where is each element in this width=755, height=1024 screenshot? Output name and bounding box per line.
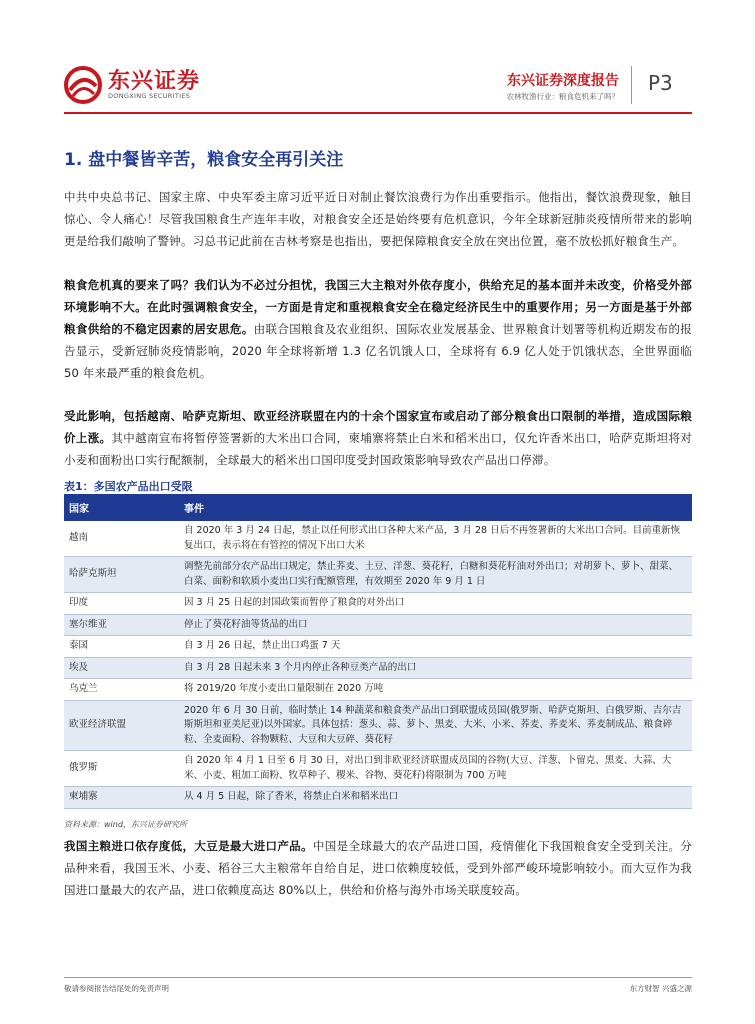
- report-title: 东兴证券深度报告: [507, 73, 619, 89]
- country-cell: 柬埔寨: [64, 787, 179, 809]
- event-cell: 2020 年 6 月 30 日前，临时禁止 14 种蔬菜和粮食类产品出口到联盟成员国(俄罗斯、哈萨克斯坦、白俄罗斯、吉尔吉斯斯坦和亚美尼亚)以外国家。具体包括：葱头、蒜、萝卜、黑麦、大米、小米、荞麦、荞麦米、荞麦制成品、粮食碎粒、全麦面粉、谷物颗粒、大豆和大豆碎、葵花籽: [179, 700, 692, 751]
- table-caption: 表1：多国农产品出口受限: [64, 480, 193, 493]
- country-cell: 泰国: [64, 636, 179, 658]
- paragraph-export-limits: [64, 405, 692, 471]
- logo-name-en: DONGXING SECURITIES: [108, 92, 191, 100]
- table-row: [64, 751, 692, 787]
- event-cell: 将 2019/20 年度小麦出口量限制在 2020 万吨: [179, 679, 692, 701]
- header-rule: [64, 112, 692, 114]
- country-cell: 塞尔维亚: [64, 614, 179, 636]
- paragraph-import-dependence-body: 中国是全球最大的农产品进口国，疫情催化下我国粮食安全受到关注。分品种来看，我国玉米、小麦、稻谷三大主粮常年自给自足，进口依赖度较低，受到外部严峻环境影响较小。而大豆作为我国进口量最大的农产品，进口依赖度高达 80%以上，供给和价格与海外市场关联度较高。: [64, 839, 692, 897]
- table-header-row: [64, 494, 692, 521]
- table-row: [64, 593, 692, 615]
- paragraph-import-dependence: [64, 835, 692, 901]
- header-divider: [631, 66, 632, 104]
- table-row: [64, 521, 692, 557]
- table-row: [64, 700, 692, 751]
- table-source: 资料来源：wind，东兴证券研究所: [64, 820, 187, 829]
- paragraph-food-crisis-body: 由联合国粮食及农业组织、国际农业发展基金、世界粮食计划署等机构近期发布的报告显示，受新冠肺炎疫情影响，2020 年全球将新增 1.3 亿名饥饿人口，全球将有 6.9 亿人处于饥饿状态，全世界面临 50 年来最严重的粮食危机。: [64, 322, 692, 380]
- page-number: P3: [648, 71, 673, 95]
- country-cell: 俄罗斯: [64, 751, 179, 787]
- report-subtitle: 农林牧渔行业：粮食危机来了吗？: [506, 92, 619, 101]
- event-cell: 因 3 月 25 日起的封国政策而暂停了粮食的对外出口: [179, 593, 692, 615]
- event-cell: 从 4 月 5 日起，除了香米，将禁止白米和稻米出口: [179, 787, 692, 809]
- logo-emblem-icon: [64, 66, 102, 104]
- country-cell: 印度: [64, 593, 179, 615]
- event-cell: 停止了葵花籽油等货品的出口: [179, 614, 692, 636]
- country-cell: 越南: [64, 521, 179, 557]
- footer-disclaimer: 敬请参阅报告结尾处的免责声明: [64, 984, 169, 993]
- table-row: [64, 787, 692, 809]
- section-title: 1. 盘中餐皆辛苦，粮食安全再引关注: [64, 150, 344, 170]
- table-row: [64, 657, 692, 679]
- paragraph-intro: 中共中央总书记、国家主席、中央军委主席习近平近日对制止餐饮浪费行为作出重要指示。他指出，餐饮浪费现象，触目惊心、令人痛心！尽管我国粮食生产连年丰收，对粮食安全还是始终要有危机意识，今年全球新冠肺炎疫情所带来的影响更是给我们敲响了警钟。习总书记此前在吉林考察是也指出，要把保障粮食安全放在突出位置，毫不放松抓好粮食生产。: [64, 190, 692, 248]
- table-row: [64, 636, 692, 658]
- event-cell: 自 2020 年 3 月 24 日起，禁止以任何形式出口各种大米产品，3 月 28 日后不再签署新的大米出口合同。目前重新恢复出口，表示将在有管控的情况下出口大米: [179, 521, 692, 557]
- table-row: [64, 614, 692, 636]
- country-cell: 乌克兰: [64, 679, 179, 701]
- event-cell: 调整先前部分农产品出口规定，禁止荞麦、土豆、洋葱、葵花籽，白糖和葵花籽油对外出口；对胡萝卜、萝卜、甜菜、白菜、面粉和软质小麦出口实行配额管理，有效期至 2020 年 9 月 1 日: [179, 557, 692, 593]
- table-row: [64, 557, 692, 593]
- brand-logo: [64, 64, 214, 108]
- column-header-event: 事件: [179, 494, 692, 521]
- logo-name-cn: 东兴证券: [108, 69, 201, 94]
- paragraph-export-limits-body: 其中越南宣布将暂停签署新的大米出口合同，柬埔寨将禁止白米和稻米出口，仅允许香米出口，哈萨克斯坦将对小麦和面粉出口实行配额制，全球最大的稻米出口国印度受封国政策影响导致农产品出口停滞。: [64, 431, 692, 467]
- event-cell: 自 2020 年 4 月 1 日至 6 月 30 日，对出口到非欧亚经济联盟成员国的谷物(大豆、洋葱、卜留克、黑麦、大蒜、大米、小麦、粗加工面粉、牧草种子、稷米、谷物、葵花籽)将限制为 700 万吨: [179, 751, 692, 787]
- paragraph-food-crisis: [64, 274, 692, 384]
- paragraph-import-dependence-lead: 我国主粮进口依存度低，大豆是最大进口产品。: [64, 839, 313, 853]
- page-header: [0, 0, 755, 118]
- event-cell: 自 3 月 28 日起未来 3 个月内停止各种豆类产品的出口: [179, 657, 692, 679]
- footer-slogan: 东方财智 兴盛之源: [629, 984, 692, 993]
- table-row: [64, 679, 692, 701]
- country-cell: 欧亚经济联盟: [64, 700, 179, 751]
- country-cell: 哈萨克斯坦: [64, 557, 179, 593]
- event-cell: 自 3 月 26 日起，禁止出口鸡蛋 7 天: [179, 636, 692, 658]
- paragraph-food-crisis-lead: 粮食危机真的要来了吗？我们认为不必过分担忧，我国三大主粮对外依存度小，供给充足的基本面并未改变，价格受外部环境影响不大。在此时强调粮食安全，一方面是肯定和重视粮食安全在稳定经济民生中的重要作用；另一方面是基于外部粮食供给的不稳定因素的居安思危。: [64, 278, 692, 336]
- country-cell: 埃及: [64, 657, 179, 679]
- export-restriction-table: [64, 494, 692, 809]
- column-header-country: 国家: [64, 494, 179, 521]
- paragraph-export-limits-lead: 受此影响，包括越南、哈萨克斯坦、欧亚经济联盟在内的十余个国家宣布或启动了部分粮食出口限制的举措，造成国际粮价上涨。: [64, 409, 692, 445]
- footer-rule: [64, 977, 692, 978]
